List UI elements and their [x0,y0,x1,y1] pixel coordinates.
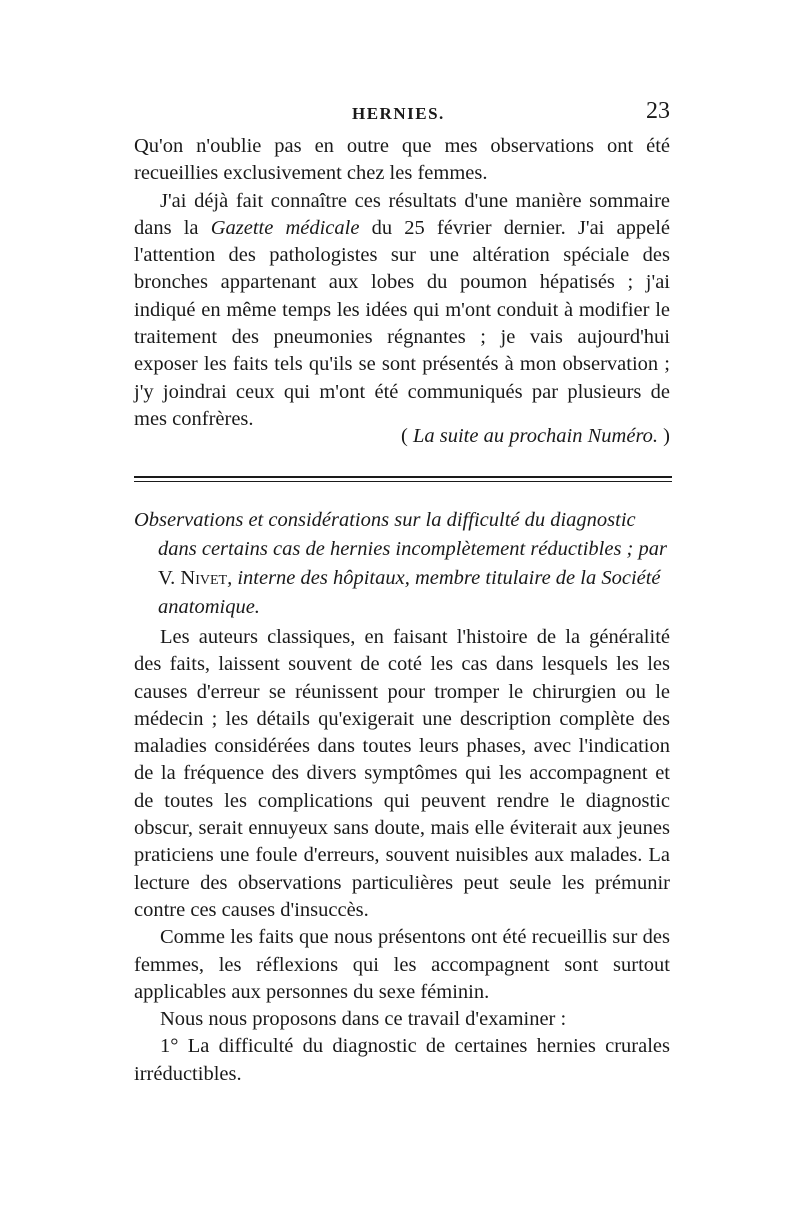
continuation-open: ( [401,425,413,447]
article-heading [134,506,674,622]
paragraph: Nous nous proposons dans ce travail d'examiner : [160,1008,567,1031]
paragraph-text: J'ai déjà fait connaître ces résultats d'une manière sommaire dans la [134,189,670,239]
running-head [134,100,670,128]
article-affiliation: , interne des hôpitaux, membre titulaire de la Société anatomique. [158,567,661,618]
continuation-close: ) [658,425,670,447]
paragraph [134,188,670,434]
section-divider-thick [134,476,672,478]
section-divider-thin [134,481,672,482]
continuation-text: La suite au prochain Numéro. [412,425,659,447]
paragraph: Comme les faits que nous présentons ont été recueillis sur des femmes, les réflexions qui les accompagnent sont surtout applicables aux personnes du sexe féminin. [134,926,670,1003]
paragraph-text: du 25 février dernier. J'ai appelé l'attention des pathologistes sur une altération spéciale des bronches appartenant aux lobes du poumon hépatisés ; j'ai indiqué en même temps les idées qui m'ont conduit à modifier le traitement des pneumonies régnantes ; je vais aujourd'hui exposer les faits tels qu'ils se sont présentés à mon observation ; j'y joindrai ceux qui m'ont été communiqués par plusieurs de mes confrères. [134,216,671,430]
paragraph: 1° La difficulté du diagnostic de certaines hernies crurales irréductibles. [134,1035,670,1085]
article-title: Observations et considérations sur la difficulté du diagnostic dans certains cas de hernies incomplètement réductibles ; [134,509,636,560]
article-author: V. Nivet [158,567,228,589]
article-heading-line [134,506,674,622]
first-text-block [134,133,670,433]
journal-title: Gazette médicale [210,216,360,239]
paragraph: Qu'on n'oublie pas en outre que mes observations ont été recueillies exclusivement chez les femmes. [134,135,670,185]
continuation-note [401,425,670,448]
page-number: 23 [646,98,670,124]
article-by: par [633,538,667,560]
paragraph: Les auteurs classiques, en faisant l'histoire de la généralité des faits, laissent souvent de coté les cas dans lesquels les les causes d'erreur se réunissent pour tromper le chirurgien ou le médecin ; les détails qu'exigerait une description complète des maladies considérées dans toutes leurs phases, avec l'indication de la fréquence des divers symptômes qui les accompagnent et de toutes les complications qui peuvent rendre le diagnostic obscur, serait ennuyeux sans doute, mais elle éviterait aux jeunes praticiens une foule d'erreurs, souvent nuisibles aux malades. La lecture des observations particulières peut seule les prémunir contre ces causes d'insuccès. [134,626,670,921]
second-text-block [134,624,670,1088]
running-title: HERNIES. [352,104,445,123]
